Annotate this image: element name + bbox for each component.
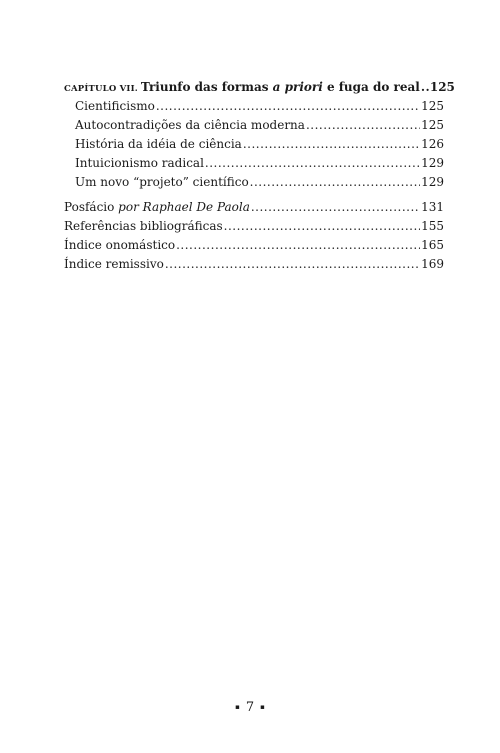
entry-label: História da idéia de ciência [75,137,242,151]
page-number: 126 [421,137,444,151]
page-number: 125 [421,118,444,132]
footer-ornament-right: ▪ [260,703,265,711]
entry-label: Autocontradições da ciência moderna [75,118,305,132]
page-number: 169 [421,257,444,271]
footer-ornament-left: ▪ [235,703,240,711]
dot-leader [306,116,420,135]
dot-leader [165,255,420,274]
entry-label: Referências bibliográficas [64,219,223,233]
entry-label [64,198,250,217]
dot-leader [205,154,420,173]
entry-label: Índice remissivo [64,257,164,271]
page-number: 129 [421,175,444,189]
entry-label: Um novo “projeto” científico [75,175,249,189]
chapter-title-start: Triunfo das formas [140,80,273,94]
chapter-title [64,78,420,99]
dot-leader [176,236,420,255]
toc-entry-back-matter [64,217,444,236]
chapter-prefix: CAPÍTULO VII. [64,84,138,94]
dot-leader [243,135,420,154]
posfacio-author: por Raphael De Paola [118,200,250,214]
toc-entry-section [64,135,444,154]
toc-entry-section [64,154,444,173]
dot-leader [224,217,420,236]
page-number: 131 [421,200,444,214]
chapter-title-italic: a priori [272,80,323,94]
entry-label: Índice onomástico [64,238,176,252]
page-number: 129 [421,156,444,170]
posfacio-label: Posfácio [64,200,119,214]
page-footer [0,700,500,715]
footer-page-number: 7 [245,700,255,715]
toc-entry-section [64,97,444,116]
toc-entry-posfacio [64,198,444,217]
entry-label: Intuicionismo radical [75,156,204,170]
toc-entry-back-matter [64,236,444,255]
dot-leader [251,198,420,217]
chapter-title-end: e fuga do real [322,80,420,94]
dot-leader [156,97,420,116]
toc-entry-chapter-vii [64,78,455,97]
dot-leader [250,173,420,192]
page-number: 125 [421,99,444,113]
table-of-contents [64,78,455,274]
toc-entry-section [64,173,444,192]
toc-entry-section [64,116,444,135]
page-number: 125 [429,80,455,94]
page-number: 165 [421,238,444,252]
page-number: 155 [421,219,444,233]
dot-leader [421,78,429,97]
entry-label: Cientificismo [75,99,155,113]
toc-entry-back-matter [64,255,444,274]
